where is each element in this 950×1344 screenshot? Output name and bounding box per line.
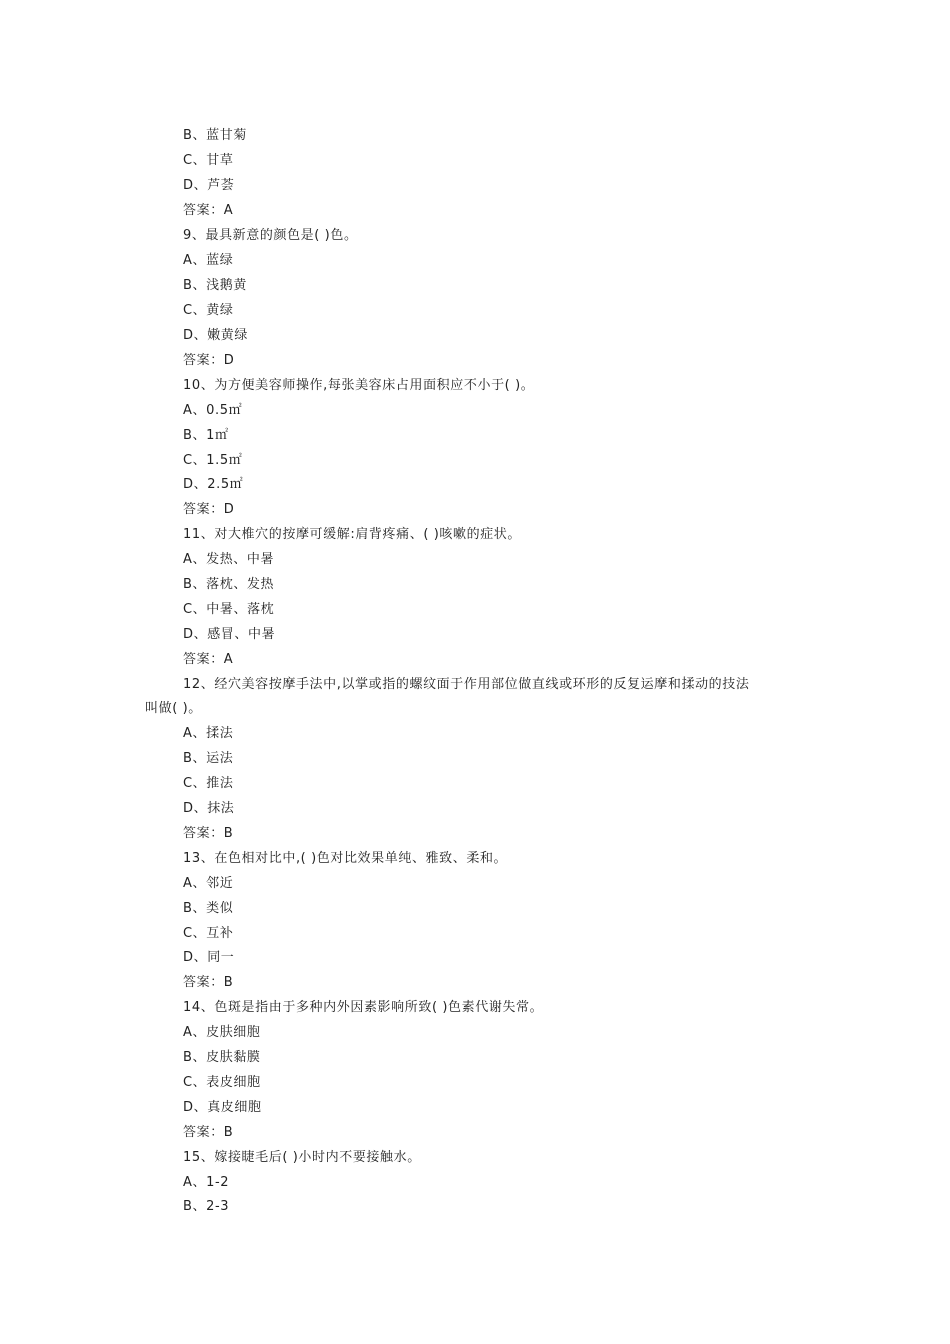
question-line: 14、色斑是指由于多种内外因素影响所致( )色素代谢失常。 bbox=[183, 1000, 544, 1015]
question-line: 15、嫁接睫毛后( )小时内不要接触水。 bbox=[183, 1150, 421, 1165]
option-line: B、皮肤黏膜 bbox=[183, 1050, 261, 1065]
option-line: C、中暑、落枕 bbox=[183, 602, 275, 617]
option-line: D、芦荟 bbox=[183, 178, 235, 193]
option-line: B、浅鹅黄 bbox=[183, 278, 247, 293]
option-line: D、2.5㎡ bbox=[183, 477, 244, 492]
option-line: A、邻近 bbox=[183, 876, 234, 891]
option-line: C、1.5㎡ bbox=[183, 453, 243, 468]
answer-line: 答案：D bbox=[183, 353, 235, 368]
option-line: B、1㎡ bbox=[183, 428, 229, 443]
option-line: D、同一 bbox=[183, 950, 235, 965]
question-line: 10、为方便美容师操作,每张美容床占用面积应不小于( )。 bbox=[183, 378, 535, 393]
option-line: A、皮肤细胞 bbox=[183, 1025, 261, 1040]
option-line: A、1-2 bbox=[183, 1175, 230, 1190]
option-line: D、真皮细胞 bbox=[183, 1100, 262, 1115]
question-line: 11、对大椎穴的按摩可缓解:肩背疼痛、( )咳嗽的症状。 bbox=[183, 527, 521, 542]
option-line: B、蓝甘菊 bbox=[183, 128, 247, 143]
answer-line: 答案：B bbox=[183, 975, 234, 990]
option-line: C、甘草 bbox=[183, 153, 234, 168]
option-line: D、感冒、中暑 bbox=[183, 627, 276, 642]
option-line: C、推法 bbox=[183, 776, 234, 791]
answer-line: 答案：A bbox=[183, 203, 234, 218]
answer-line: 答案：D bbox=[183, 502, 235, 517]
option-line: B、运法 bbox=[183, 751, 234, 766]
option-line: D、嫩黄绿 bbox=[183, 328, 249, 343]
question-line-continued: 叫做( )。 bbox=[145, 701, 202, 716]
option-line: A、0.5㎡ bbox=[183, 403, 243, 418]
option-line: A、发热、中暑 bbox=[183, 552, 275, 567]
option-line: C、互补 bbox=[183, 926, 234, 941]
option-line: B、落枕、发热 bbox=[183, 577, 275, 592]
question-line: 12、经穴美容按摩手法中,以掌或指的螺纹面于作用部位做直线或环形的反复运摩和揉动的技法 bbox=[183, 677, 750, 692]
option-line: C、表皮细胞 bbox=[183, 1075, 261, 1090]
option-line: B、类似 bbox=[183, 901, 234, 916]
option-line: C、黄绿 bbox=[183, 303, 234, 318]
question-line: 9、最具新意的颜色是( )色。 bbox=[183, 228, 358, 243]
option-line: A、蓝绿 bbox=[183, 253, 234, 268]
question-line: 13、在色相对比中,( )色对比效果单纯、雅致、柔和。 bbox=[183, 851, 508, 866]
option-line: B、2-3 bbox=[183, 1199, 230, 1214]
option-line: A、揉法 bbox=[183, 726, 234, 741]
option-line: D、抹法 bbox=[183, 801, 235, 816]
answer-line: 答案：B bbox=[183, 826, 234, 841]
answer-line: 答案：A bbox=[183, 652, 234, 667]
answer-line: 答案：B bbox=[183, 1125, 234, 1140]
